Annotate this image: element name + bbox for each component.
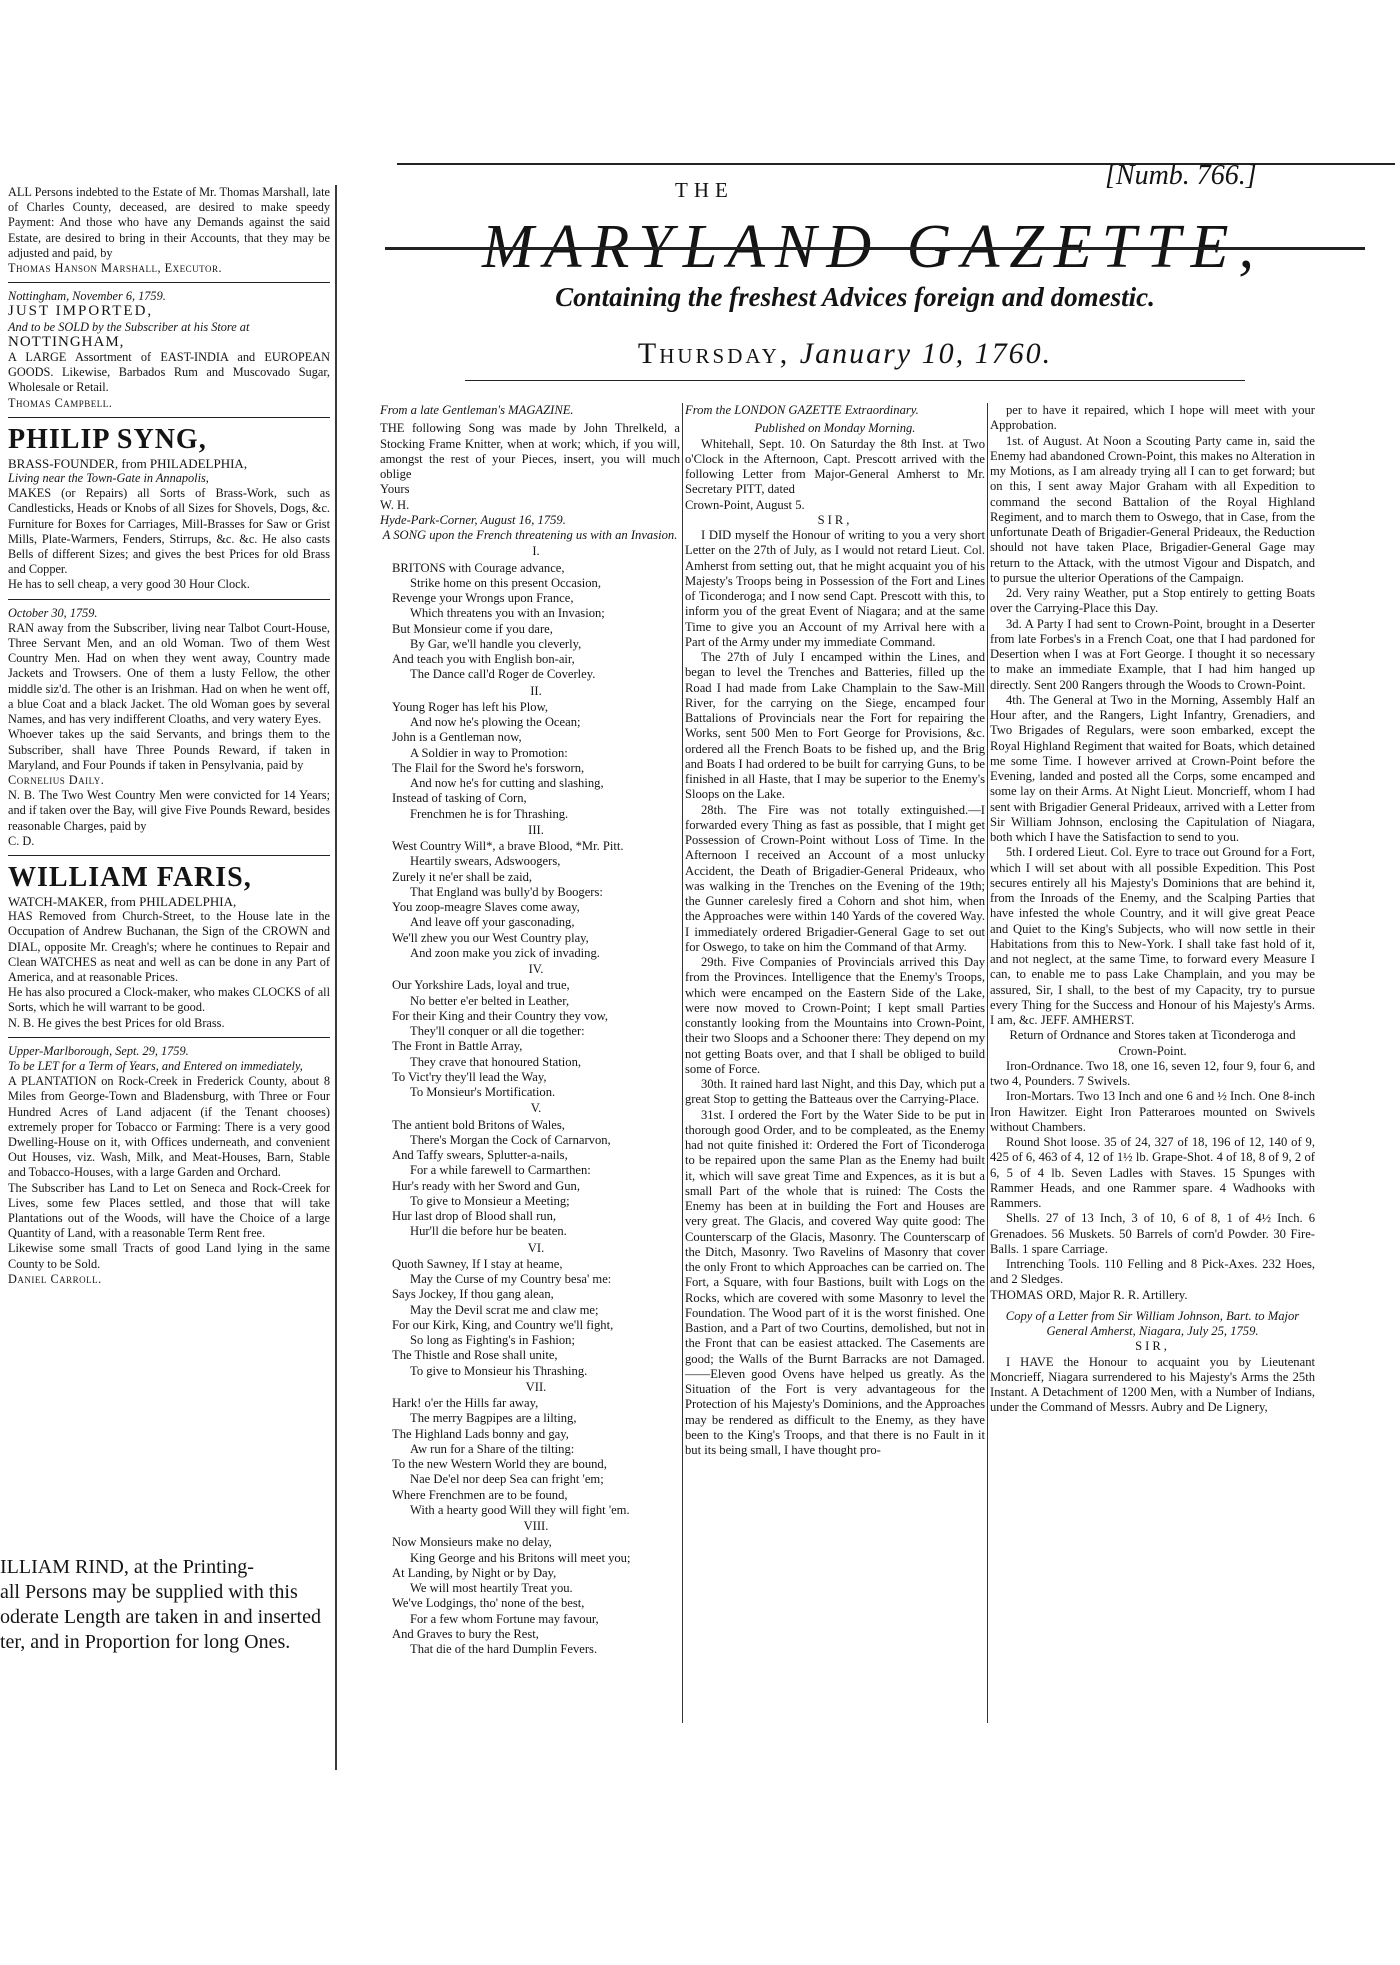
notice-text: HAS Removed from Church-Street, to the House late in the Occupation of Andrew Buchanan, the Sign of the CROWN and DIAL, opposite Mr. Creagh's; where he continues to Repair and Clean WATCHES as neat and well as can be done in any Part of America, and at reasonable Prices. bbox=[8, 909, 330, 984]
trade: BRASS-FOUNDER, from PHILADELPHIA, bbox=[8, 455, 248, 471]
stanza-number: VI. bbox=[527, 1240, 545, 1255]
letter-body bbox=[685, 528, 985, 1458]
date-rule bbox=[465, 380, 1245, 381]
verse-line: Young Roger has left his Plow, bbox=[392, 699, 549, 714]
notice-text: N. B. He gives the best Prices for old Brass. bbox=[8, 1015, 225, 1030]
heading: JUST IMPORTED, bbox=[8, 303, 154, 320]
verse-line: And Taffy swears, Splutter-a-nails, bbox=[392, 1148, 568, 1162]
dateline: Nottingham, November 6, 1759. bbox=[8, 289, 166, 304]
notice-marshall-estate bbox=[8, 185, 330, 276]
notice-text: He has to sell cheap, a very good 30 Hour Clock. bbox=[8, 577, 250, 592]
notice-text: N. B. The Two West Country Men were convicted for 14 Years; and if taken over the Bay, will give Five Pounds Reward, besides reasonable Charges, paid by bbox=[8, 788, 330, 833]
issue-date bbox=[395, 334, 1295, 374]
column-song bbox=[380, 403, 680, 1733]
paragraph: 4th. The General at Two in the Morning, Assembly Half an Hour after, and the Rangers, Light Infantry, Grenadiers, and Two Brigades of Regulars, were soon embarked, except the Royal Highland Regiment that waited for Boats, which detained me some Time. I however arrived at Crown-Point before the Evening, landed and posted all the Corps, some encamped and some lay on their Arms. At Night Lieut. Moncrieff, whom I had sent with Brigadier General Prideaux, arrived with a Letter from Sir William Johnson, enclosing the Capitulation of Niagara, both which I have the Satisfaction to send to you. bbox=[990, 692, 1315, 844]
verse-line: For a while farewell to Carmarthen: bbox=[410, 1163, 591, 1178]
verse-line: We will most heartily Treat you. bbox=[410, 1581, 573, 1595]
verse-line: Strike home on this present Occasion, bbox=[410, 575, 601, 590]
notice-philip-syng bbox=[8, 424, 330, 593]
stanza-number: VIII. bbox=[523, 1519, 549, 1533]
verse-line: Quoth Sawney, If I stay at heame, bbox=[392, 1256, 563, 1271]
verse-line: The Flail for the Sword he's forsworn, bbox=[392, 760, 585, 775]
verse-line: To Monsieur's Mortification. bbox=[410, 1085, 556, 1099]
divider bbox=[8, 282, 330, 283]
salutation: SIR, bbox=[817, 512, 853, 527]
notice-text: A LARGE Assortment of EAST-INDIA and EUROPEAN GOODS. Likewise, Barbados Rum and Muscovado Sugar, Wholesale or Retail. bbox=[8, 350, 330, 395]
notice-signature: C. D. bbox=[8, 833, 35, 848]
verse-line: John is a Gentleman now, bbox=[392, 730, 522, 745]
verse-line: And Graves to bury the Rest, bbox=[392, 1626, 539, 1641]
verse-line: For their King and their Country they vow, bbox=[392, 1008, 609, 1023]
letter-text: I HAVE the Honour to acquaint you by Lieutenant Moncrieff, Niagara surrendered to his Majesty's Arms the 25th Instant. A Detachment of 1200 Men, with a Number of Indians, under the Command of Messrs. Aubry and De Lignery, bbox=[990, 1354, 1315, 1415]
article-source: From the LONDON GAZETTE Extraordinary. bbox=[685, 403, 919, 417]
notice-plantation bbox=[8, 1044, 330, 1287]
song-title: A SONG upon the French threatening us with an Invasion. bbox=[382, 528, 678, 542]
printer-notice-fragment bbox=[0, 1555, 350, 1655]
verse-line: Now Monsieurs make no delay, bbox=[392, 1535, 552, 1550]
verse-line: Hur'll die before hur be beaten. bbox=[410, 1224, 567, 1239]
salutation: SIR, bbox=[1135, 1339, 1170, 1354]
notice-signature: Thomas Campbell. bbox=[8, 395, 113, 410]
notice-text: RAN away from the Subscriber, living near Talbot Court-House, Three Servant Men, and an old Woman. Two of them West Country Men. Had on when they went away, Country made Jackets and Trowsers. One of them a lusty Fellow, the other middle siz'd. The other is an Irishman. Had on when he went off, a blue Coat and a black Jacket. The old Woman goes by several Names, and has very indifferent Cloaths, and very watery Eyes. bbox=[8, 620, 330, 727]
left-page-fragment bbox=[0, 185, 337, 1770]
notice-text: MAKES (or Repairs) all Sorts of Brass-Work, such as Candlesticks, Heads or Knobs of all Sizes for Shovels, Dogs, &c. Furniture for Boxes for Carriages, Mill-Brasses for Saw or Grist Mills, Plate-Warmers, Fenders, Stirrups, &c. &c. He also casts Bells of different Sizes; and gives the best Prices for old Brass and Copper. bbox=[8, 486, 330, 577]
verse-line: They crave that honoured Station, bbox=[410, 1054, 582, 1069]
verse-line: With a hearty good Will they will fight 'em. bbox=[410, 1502, 630, 1517]
heading-place: NOTTINGHAM, bbox=[8, 333, 125, 350]
verse-line: Instead of tasking of Corn, bbox=[392, 791, 527, 806]
paragraph: Shells. 27 of 13 Inch, 3 of 10, 6 of 8, 1 of 4½ Inch. 6 Grenadoes. 56 Muskets. 50 Barrels of corn'd Powder. 30 Fire-Balls. 1 spare Carriage. bbox=[990, 1211, 1315, 1256]
paragraph: 1st. of August. At Noon a Scouting Party came in, said the Enemy had abandoned Crown-Point, this makes no Alteration in my Motions, as I am already trying all I can to get forward; but on this, I sent away Major Graham with all Expedition to command the second Battalion of the Royal Highland Regiment, and to march them to Oswego, that in Case, from the unfortunate Death of Brigadier-General Prideaux, the Reduction should not have taken Place, Brigadier-General Gage may return to the Attack, with the utmost Vigour and Dispatch, and to pursue the ulterior Operations of the Campaign. bbox=[990, 433, 1315, 585]
verse-line: And teach you with English bon-air, bbox=[392, 652, 575, 666]
advertiser-name: PHILIP SYNG, bbox=[8, 423, 207, 455]
verse-line: West Country Will*, a brave Blood, *Mr. Pitt. bbox=[392, 839, 624, 853]
notice-signature: Thomas Hanson Marshall, Executor. bbox=[8, 261, 223, 276]
letter-heading: Copy of a Letter from Sir William Johnson, Bart. to Major General Amherst, Niagara, July 25, 1759. bbox=[1005, 1308, 1300, 1338]
trade: WATCH-MAKER, from PHILADELPHIA, bbox=[8, 893, 237, 909]
stanza-number: II. bbox=[530, 683, 542, 698]
verse-line: BRITONS with Courage advance, bbox=[392, 560, 565, 575]
verse-line: The merry Bagpipes are a lilting, bbox=[410, 1411, 577, 1426]
ordnance-signature: THOMAS ORD, Major R. R. Artillery. bbox=[990, 1287, 1188, 1302]
verse-line: Says Jockey, If thou gang alean, bbox=[392, 1287, 554, 1302]
stanza-number: VII. bbox=[525, 1379, 547, 1394]
divider bbox=[8, 1037, 330, 1038]
paragraph: 5th. I ordered Lieut. Col. Eyre to trace out Ground for a Fort, which I will set about with all possible Expedition. This Post secures entirely all his Majesty's Dominions that are behind it, from the Inroads of the Enemy, and the Scalping Parties that have infested the whole Country, and it will give great Peace and Quiet to the King's Subjects, who will now settle in their Habitations from this to New-York. I shall take fast hold of it, and not neglect, at the same Time, to forward every Measure I can, to enable me to pass Lake Champlain, and you may be assured, Sir, I shall, to the best of my Capacity, try to pursue every Thing for the Success and Honour of his Majesty's Arms. I am, &c. JEFF. AMHERST. bbox=[990, 845, 1315, 1027]
verse-line: Our Yorkshire Lads, loyal and true, bbox=[392, 978, 570, 993]
verse-line: Frenchmen he is for Thrashing. bbox=[410, 806, 569, 821]
verse-line: We've Lodgings, tho' none of the best, bbox=[392, 1596, 585, 1611]
verse-line: For a few whom Fortune may favour, bbox=[410, 1611, 599, 1626]
verse-line: The Highland Lads bonny and gay, bbox=[392, 1426, 569, 1441]
fragment-line: all Persons may be supplied with this bbox=[0, 1581, 298, 1603]
dateline: Hyde-Park-Corner, August 16, 1759. bbox=[380, 512, 566, 527]
notice-text: Likewise some small Tracts of good Land lying in the same County to be Sold. bbox=[8, 1241, 330, 1271]
fragment-line: oderate Length are taken in and inserted bbox=[0, 1606, 321, 1628]
verse-line: To give to Monsieur a Meeting; bbox=[410, 1193, 570, 1208]
fragment-line: ILLIAM RIND, at the Printing- bbox=[0, 1556, 254, 1578]
notice-signature: Daniel Carroll. bbox=[8, 1271, 102, 1286]
notice-text: Whoever takes up the said Servants, and brings them to the Subscriber, shall have Three Pounds Reward, if taken in Maryland, and Four Pounds if taken in Pensylvania, paid by bbox=[8, 727, 330, 772]
paragraph: 31st. I ordered the Fort by the Water Side to be put in thorough good Order, and to be compleated, as the Enemy had not quite finished it: Ordered the Fort of Ticonderoga to be repaired upon the same Plan as the Enemy had built it, which will save great Time and Expences, as it is but a small Part of the whole that is ruined: The Costs the Enemy has been at in building the Fort and Houses are very great. The Glacis, and covered Way quite good: The Counterscarp of the Glacis, Masonry. The Counterscarp of the Ditch, Masonry. Two Ravelins of Masonry that cover the only Front to which Approaches can be carried on. The Fort, a Square, with four Bastions, built with Logs on the Rocks, which are covered with some Masonry to level the Foundation. The Wood part of it is the worst finished. One Bastion, and a Part of two Courtins, demolished, but not in the Front that can be easiest attacked. The Casements are good; the Walls of the Burnt Barracks are not Damaged.——Eleven good Ovens have helped us greatly. As the Situation of the Fort is very advantageous for the Protection of his Majesty's Dominions, and the Approaches may be rendered as difficult to the Enemy, as they have been to the King's Troops, and that there is no Fault in it but its being small, I have thought pro- bbox=[685, 1107, 985, 1457]
verse-line: That die of the hard Dumplin Fevers. bbox=[410, 1642, 598, 1656]
paragraph: 2d. Very rainy Weather, put a Stop entirely to getting Boats over the Carrying-Place this Day. bbox=[990, 586, 1315, 616]
ordnance-list bbox=[990, 1059, 1315, 1288]
verse-line: To the new Western World they are bound, bbox=[392, 1457, 607, 1471]
verse-line: At Landing, by Night or by Day, bbox=[392, 1565, 557, 1580]
paragraph: 28th. The Fire was not totally extinguished.—I forwarded every Thing as fast as possible, that I might get Possession of Crown-Point without Loss of Time. In the Afternoon I received an Account of a most unlucky Accident, the Death of Brigadier-General Prideaux, who was walking in the Trenches on the Evening of the 19th; the Gunner carelesly fired a Cohorn and shot him, when the Approaches were within 140 Yards of the covered Way. I immediately ordered Brigadier-General Gage to set out for Oswego, to take on him the Command of that Army. bbox=[685, 802, 985, 954]
verse-line: Revenge your Wrongs upon France, bbox=[392, 591, 574, 605]
issue-date-text: January 10, 1760. bbox=[799, 337, 1053, 370]
masthead-title: MARYLAND GAZETTE, bbox=[481, 213, 1265, 281]
article-intro: Whitehall, Sept. 10. On Saturday the 8th Inst. at Two o'Clock in the Afternoon, Capt. Prescott arrived with the following Letter from Major-General Amherst to Mr. Secretary PITT, dated bbox=[685, 436, 985, 497]
verse-line: Zurely it ne'er shall be zaid, bbox=[392, 869, 533, 884]
initials: W. H. bbox=[380, 497, 410, 512]
paragraph: Iron-Ordnance. Two 18, one 16, seven 12, four 9, four 6, and two 4, Pounders. 7 Swivels. bbox=[990, 1058, 1315, 1088]
verse-line: To give to Monsieur his Thrashing. bbox=[410, 1363, 588, 1378]
paragraph: 29th. Five Companies of Provincials arrived this Day from the Provinces. Intelligence that the Enemy's Troops, which were encamped on the Eastern Side of the Lake, were now moved to Crown-Point; I kept small Parties constantly looking from the Mountains into Crown-Point, their two Sloops and a Schooner there: They depend on my not getting Boats over, and that I shall be obliged to build some of Force. bbox=[685, 955, 985, 1076]
verse-line: And now he's plowing the Ocean; bbox=[410, 715, 581, 729]
notice-william-faris bbox=[8, 862, 330, 1031]
verse-line: But Monsieur come if you dare, bbox=[392, 621, 553, 636]
notice-text: ALL Persons indebted to the Estate of Mr. Thomas Marshall, late of Charles County, deceased, are desired to make speedy Payment: And those who have any Demands against the said Estate, are desired to bring in their Accounts, that they may be adjusted and paid, by bbox=[8, 185, 330, 260]
verse-line: Heartily swears, Adswoogers, bbox=[410, 854, 561, 869]
verse-line: May the Devil scrat me and claw me; bbox=[410, 1302, 599, 1317]
paragraph: per to have it repaired, which I hope will meet with your Approbation. bbox=[990, 403, 1315, 433]
paragraph: 3d. A Party I had sent to Crown-Point, brought in a Deserter from late Forbes's in a French Coat, one that I had pardoned for Desertion when I was at Fort George. I thought it so necessary to make an immediate Example, that I had him hanged up directly. Sent 200 Rangers through the Woods to Crown-Point. bbox=[990, 616, 1315, 692]
masthead-rule bbox=[385, 247, 1365, 250]
notice-signature: Cornelius Daily. bbox=[8, 772, 105, 787]
paragraph: 30th. It rained hard last Night, and this Day, which put a great Stop to getting the Batteaus over the Carrying-Place. bbox=[685, 1077, 985, 1107]
verse-line: The Front in Battle Array, bbox=[392, 1039, 523, 1054]
verse-line: So long as Fighting's in Fashion; bbox=[410, 1333, 575, 1347]
advertiser-name: WILLIAM FARIS, bbox=[8, 861, 252, 893]
notice-runaway bbox=[8, 606, 330, 849]
verse-line: Nae De'el nor deep Sea can fright 'em; bbox=[410, 1472, 604, 1487]
stanza-number: I. bbox=[532, 544, 540, 559]
verse-line: And leave off your gasconading, bbox=[410, 915, 575, 930]
notice-campbell-goods bbox=[8, 289, 330, 411]
paragraph: I DID myself the Honour of writing to you a very short Letter on the 27th of July, as I would not retard Lieut. Col. Amherst from setting out, that he might acquaint you of his Majesty's Troops being in Possession of the Fort and Lines of Ticonderoga; and I now send Capt. Prescott with this, to inform you of the great Event of Niagara; and at the same Time to give you an Account of my Arrival here with a Part of the Army under my immediate Command. bbox=[685, 528, 985, 649]
closing: Yours bbox=[380, 482, 410, 497]
paragraph: Iron-Mortars. Two 13 Inch and one 6 and ½ Inch. One 8-inch Iron Hawitzer. Eight Iron Patteraroes mounted on Swivels without Chambers. bbox=[990, 1089, 1315, 1134]
verse-line: May the Curse of my Country besa' me: bbox=[410, 1272, 612, 1286]
verse-line: For our Kirk, King, and Country we'll fight, bbox=[392, 1317, 614, 1332]
verse-line: You zoop-meagre Slaves come away, bbox=[392, 900, 580, 914]
divider bbox=[8, 417, 330, 418]
notice-text: A PLANTATION on Rock-Creek in Frederick County, about 8 Miles from George-Town and Bladensburg, with Three or Four Hundred Acres of Land adjacent (if the Tenant chooses) extremely proper for Tobacco or Farming: There is a very good Dwelling-House on it, with Offices underneath, and convenient Out Houses, viz. Wash, Milk, and Meat-Houses, Barn, Stable and Tobacco-Houses, with a large Garden and Orchard. bbox=[8, 1074, 330, 1180]
dateline: Upper-Marlborough, Sept. 29, 1759. bbox=[8, 1043, 189, 1058]
masthead-the: THE bbox=[675, 178, 734, 202]
column-rule bbox=[682, 403, 683, 1723]
paragraph: Round Shot loose. 35 of 24, 327 of 18, 196 of 12, 140 of 9, 425 of 6, 463 of 4, 12 of 1½ lb. Grape-Shot. 4 of 18, 8 of 9, 2 of 6, 5 of 4 lb. Seven Ladles with Staves. 15 Spunges with Rammer Heads, and one Rammer spare. 4 Wadhooks with Rammers. bbox=[990, 1135, 1315, 1210]
issue-number: [Numb. 766.] bbox=[1105, 160, 1257, 191]
verse-line: Hur's ready with her Sword and Gun, bbox=[392, 1178, 580, 1193]
article-source: From a late Gentleman's MAGAZINE. bbox=[380, 403, 574, 417]
location: Living near the Town-Gate in Annapolis, bbox=[8, 471, 209, 486]
article-columns bbox=[345, 403, 1395, 1733]
fragment-line: ter, and in Proportion for long Ones. bbox=[0, 1631, 291, 1653]
verse-line: Which threatens you with an Invasion; bbox=[410, 606, 605, 621]
issue-weekday: Thursday, bbox=[637, 337, 791, 370]
letter-place: Crown-Point, August 5. bbox=[685, 497, 805, 512]
song-verses bbox=[380, 544, 680, 1657]
verse-line: The Dance call'd Roger de Coverley. bbox=[410, 667, 596, 682]
heading: To be LET for a Term of Years, and Entered on immediately, bbox=[8, 1058, 303, 1073]
verse-line: Aw run for a Share of the tilting: bbox=[410, 1441, 575, 1456]
verse-line: Where Frenchmen are to be found, bbox=[392, 1487, 568, 1502]
publication-note: Published on Monday Morning. bbox=[754, 421, 916, 436]
divider bbox=[8, 599, 330, 600]
verse-line: To Vict'ry they'll lead the Way, bbox=[392, 1069, 547, 1084]
stanza-number: III. bbox=[528, 822, 544, 837]
verse-line: A Soldier in way to Promotion: bbox=[410, 745, 568, 760]
verse-line: King George and his Britons will meet you; bbox=[410, 1550, 631, 1565]
verse-line: We'll zhew you our West Country play, bbox=[392, 930, 589, 945]
gazette-page bbox=[345, 158, 1395, 1738]
verse-line: And zoon make you zick of invading. bbox=[410, 945, 600, 960]
paragraph: The 27th of July I encamped within the Lines, and began to level the Trenches and Batteries, filled up the Road I had made from Lake Champlain to the Saw-Mill River, for the carrying on the Siege, encamped four Battalions of Provincials near the Fort for repairing the Works, sent 500 Men to Fort George for Provisions, &c. ordered all the French Boats to be fished up, and the Brig and Boats I had ordered to be built for carrying Guns, to be finished in all Haste, that I may be superior to the Enemy's Sloops on the Lake. bbox=[685, 650, 985, 802]
paragraph: Intrenching Tools. 110 Felling and 8 Pick-Axes. 232 Hoes, and 2 Sledges. bbox=[990, 1257, 1315, 1287]
notice-text: He has also procured a Clock-maker, who makes CLOCKS of all Sorts, which he will warrant to be good. bbox=[8, 985, 330, 1015]
verse-line: They'll conquer or all die together: bbox=[410, 1024, 585, 1038]
return-heading: Return of Ordnance and Stores taken at Ticonderoga and Crown-Point. bbox=[1009, 1028, 1296, 1058]
dateline: October 30, 1759. bbox=[8, 605, 98, 620]
article-intro: THE following Song was made by John Threlkeld, a Stocking Frame Knitter, when at work; which, if you will, amongst the rest of your Pieces, insert, you will much oblige bbox=[380, 421, 680, 481]
verse-line: The Thistle and Rose shall unite, bbox=[392, 1348, 558, 1363]
stanza-number: V. bbox=[530, 1101, 542, 1116]
notice-text: The Subscriber has Land to Let on Seneca and Rock-Creek for Lives, some few Places settled, and those that will take Plantations out of the Woods, will have the Choice of a large Quantity of Land, with a reasonable Term Rent free. bbox=[8, 1180, 330, 1241]
letter-body-continued bbox=[990, 403, 1315, 1028]
verse-line: Hur last drop of Blood shall run, bbox=[392, 1209, 557, 1223]
verse-line: And now he's for cutting and slashing, bbox=[410, 776, 604, 790]
column-continued bbox=[990, 403, 1315, 1733]
masthead-subtitle: Containing the freshest Advices foreign and domestic. bbox=[555, 282, 1155, 312]
column-london-gazette bbox=[685, 403, 985, 1733]
column-rule bbox=[987, 403, 988, 1723]
verse-line: Hark! o'er the Hills far away, bbox=[392, 1396, 539, 1410]
verse-line: The antient bold Britons of Wales, bbox=[392, 1117, 565, 1132]
subheading: And to be SOLD by the Subscriber at his Store at bbox=[8, 319, 250, 334]
verse-line: By Gar, we'll handle you cleverly, bbox=[410, 636, 582, 651]
divider bbox=[8, 855, 330, 856]
stanza-number: IV. bbox=[528, 962, 544, 976]
verse-line: That England was bully'd by Boogers: bbox=[410, 884, 603, 899]
verse-line: No better e'er belted in Leather, bbox=[410, 993, 570, 1008]
verse-line: There's Morgan the Cock of Carnarvon, bbox=[410, 1132, 611, 1147]
